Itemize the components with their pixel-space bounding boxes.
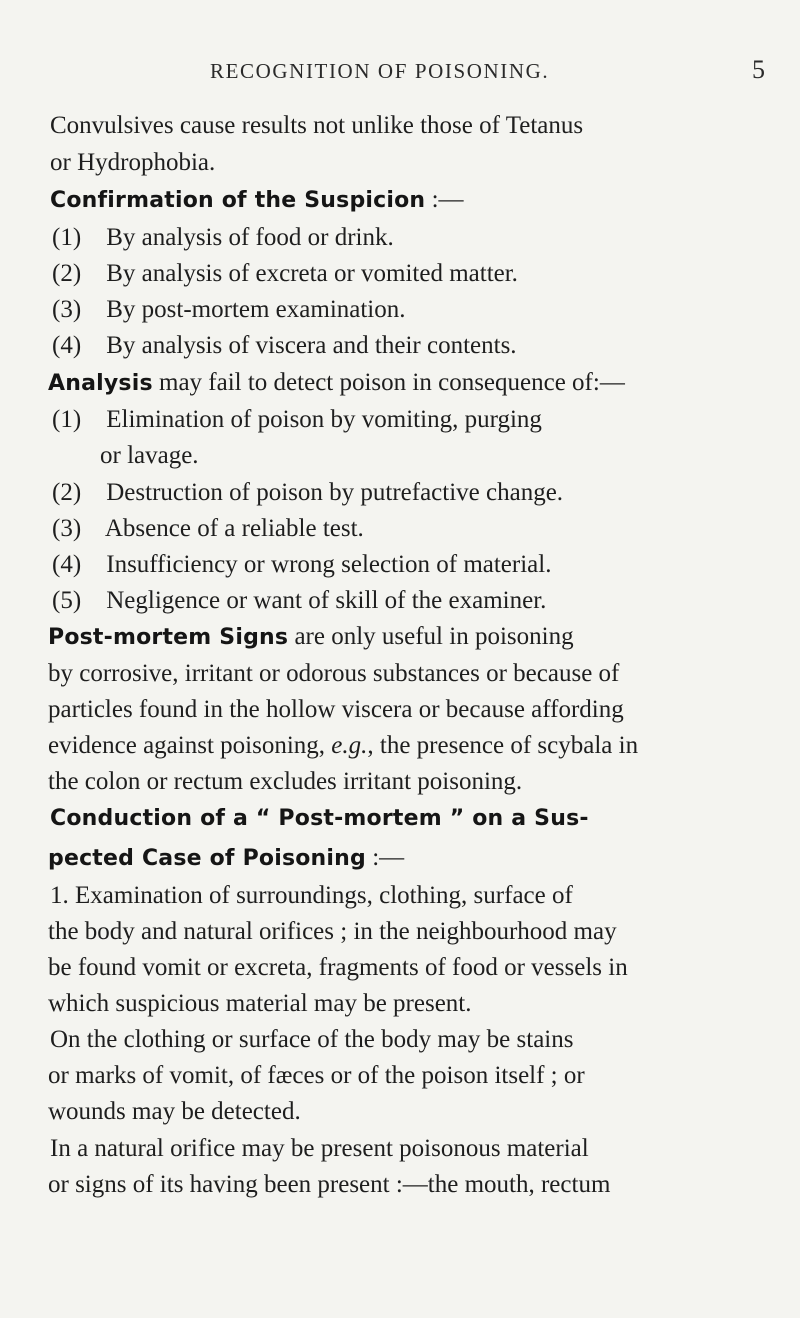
text-segment: , the presence of scybala in <box>367 732 639 759</box>
list-item <box>52 258 518 290</box>
item-text: By analysis of viscera and their contents. <box>106 332 517 359</box>
italic-abbrev: e.g. <box>331 732 368 759</box>
item-continuation: or lavage. <box>100 442 199 469</box>
item-text: Absence of a reliable test. <box>104 515 364 542</box>
heading-rest: may fail to detect poison in consequence of:— <box>152 369 625 396</box>
section-heading-postmortem-signs <box>48 621 574 653</box>
heading-rest: are only useful in poisoning <box>288 623 574 650</box>
list-item <box>52 477 563 509</box>
list-item <box>52 330 517 362</box>
text-line: or Hydrophobia. <box>50 149 216 176</box>
text-line: Convulsives cause results not unlike those of Tetanus <box>50 112 584 139</box>
item-number: (1) <box>52 406 82 433</box>
item-text: Negligence or want of skill of the examiner. <box>106 587 547 614</box>
list-item <box>52 404 542 436</box>
text-line: the body and natural orifices ; in the neighbourhood may <box>48 918 617 945</box>
item-number: (3) <box>52 515 82 542</box>
item-number: (5) <box>52 587 82 614</box>
section-heading-confirmation <box>50 184 464 216</box>
section-heading-conduction-cont <box>48 842 404 874</box>
heading-suffix: :— <box>425 186 464 213</box>
text-line: be found vomit or excreta, fragments of food or vessels in <box>48 954 628 981</box>
item-number: (4) <box>52 332 82 359</box>
item-text: By analysis of excreta or vomited matter. <box>106 260 518 287</box>
list-item <box>52 513 364 545</box>
text-segment: evidence against poisoning, <box>48 732 332 759</box>
text-line: wounds may be detected. <box>48 1098 301 1125</box>
list-item <box>52 222 394 254</box>
running-head <box>0 55 800 89</box>
item-text: By post-mortem examination. <box>106 296 406 323</box>
item-text: By analysis of food or drink. <box>106 224 394 251</box>
item-text: Insufficiency or wrong selection of material. <box>106 551 552 578</box>
heading-text: Confirmation of the Suspicion <box>50 188 426 213</box>
text-line: by corrosive, irritant or odorous substances or because of <box>48 660 620 687</box>
section-heading-conduction: Conduction of a “ Post-mortem ” on a Sus- <box>50 806 589 831</box>
running-title: RECOGNITION OF POISONING. <box>210 59 550 83</box>
item-number: (3) <box>52 296 82 323</box>
heading-text: pected Case of Poisoning <box>48 846 366 871</box>
section-heading-analysis <box>48 367 625 399</box>
page-number: 5 <box>752 55 765 84</box>
item-number: (2) <box>52 260 82 287</box>
text-line: In a natural orifice may be present poisonous material <box>50 1135 589 1162</box>
text-line: which suspicious material may be present. <box>48 990 472 1017</box>
heading-text: Post-mortem Signs <box>48 625 289 650</box>
item-number: (4) <box>52 551 82 578</box>
item-number: (2) <box>52 479 82 506</box>
list-item <box>52 294 406 326</box>
text-line: or signs of its having been present :—the mouth, rectum <box>48 1171 611 1198</box>
list-item <box>52 549 551 581</box>
text-line: or marks of vomit, of fæces or of the poison itself ; or <box>48 1062 585 1089</box>
text-line: 1. Examination of surroundings, clothing, surface of <box>50 882 573 909</box>
text-line: the colon or rectum excludes irritant poisoning. <box>48 768 523 795</box>
list-item <box>52 585 546 617</box>
text-line: On the clothing or surface of the body may be stains <box>50 1026 574 1053</box>
item-text: Elimination of poison by vomiting, purging <box>106 406 542 433</box>
item-number: (1) <box>52 224 82 251</box>
item-text: Destruction of poison by putrefactive change. <box>106 479 564 506</box>
text-line: particles found in the hollow viscera or because affording <box>48 696 624 723</box>
heading-suffix: :— <box>365 844 405 871</box>
text-line <box>48 730 638 762</box>
heading-text: Analysis <box>48 371 153 396</box>
